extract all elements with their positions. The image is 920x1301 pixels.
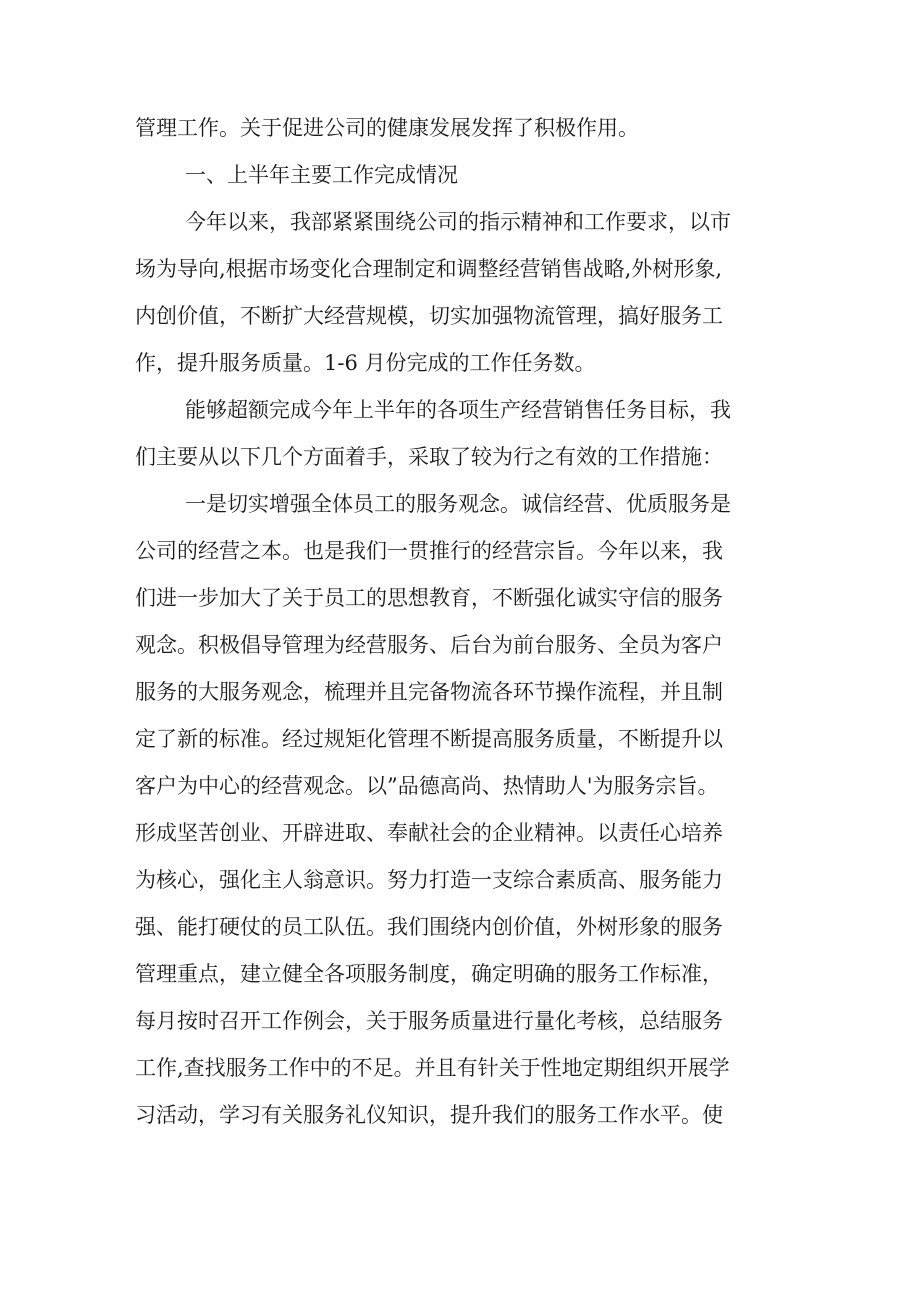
- text-line: 客户为中心的经营观念。以”品德高尚、热情助人'为服务宗旨。: [135, 774, 719, 798]
- text-line: 服务的大服务观念，梳理并且完备物流各环节操作流程，并且制: [135, 680, 723, 704]
- text-line: 强、能打硬仗的员工队伍。我们围绕内创价值，外树形象的服务: [135, 915, 723, 939]
- body-text: [135, 105, 795, 1139]
- text-line: 内创价值，不断扩大经营规模，切实加强物流管理，搞好服务工: [135, 304, 723, 328]
- text-line: 管理重点，建立健全各项服务制度，确定明确的服务工作标准，: [135, 962, 723, 986]
- text-line: 场为导向,根据市场变化合理制定和调整经营销售战略,外树形象,: [135, 257, 723, 281]
- text-line: 形成坚苦创业、开辟进取、奉献社会的企业精神。以责任心培养: [135, 821, 723, 845]
- text-line: 今年以来，我部紧紧围绕公司的指示精神和工作要求，以市: [185, 210, 731, 234]
- text-line: 习活动，学习有关服务礼仪知识，提升我们的服务工作水平。使: [135, 1103, 723, 1127]
- text-line: 能够超额完成今年上半年的各项生产经营销售任务目标，我: [185, 398, 731, 422]
- text-line: 管理工作。关于促进公司的健康发展发挥了积极作用。: [135, 116, 639, 140]
- text-line: 为核心，强化主人翁意识。努力打造一支综合素质高、服务能力: [135, 868, 723, 892]
- text-line: 们进一步加大了关于员工的思想教育，不断强化诚实守信的服务: [135, 586, 723, 610]
- text-line: 一是切实增强全体员工的服务观念。诚信经营、优质服务是: [185, 492, 731, 516]
- text-line: 观念。积极倡导管理为经营服务、后台为前台服务、全员为客户: [135, 633, 723, 657]
- text-line: 工作,查找服务工作中的不足。并且有针关于性地定期组织开展学: [135, 1056, 730, 1080]
- text-line: 作，提升服务质量。1-6 月份完成的工作任务数。: [135, 351, 596, 375]
- text-line: 们主要从以下几个方面着手，采取了较为行之有效的工作措施：: [135, 445, 723, 469]
- text-line: 定了新的标准。经过规矩化管理不断提高服务质量，不断提升以: [135, 727, 723, 751]
- section-heading: 一、上半年主要工作完成情况: [185, 163, 458, 187]
- text-line: 每月按时召开工作例会，关于服务质量进行量化考核，总结服务: [135, 1009, 723, 1033]
- text-line: 公司的经营之本。也是我们一贯推行的经营宗旨。今年以来，我: [135, 539, 723, 563]
